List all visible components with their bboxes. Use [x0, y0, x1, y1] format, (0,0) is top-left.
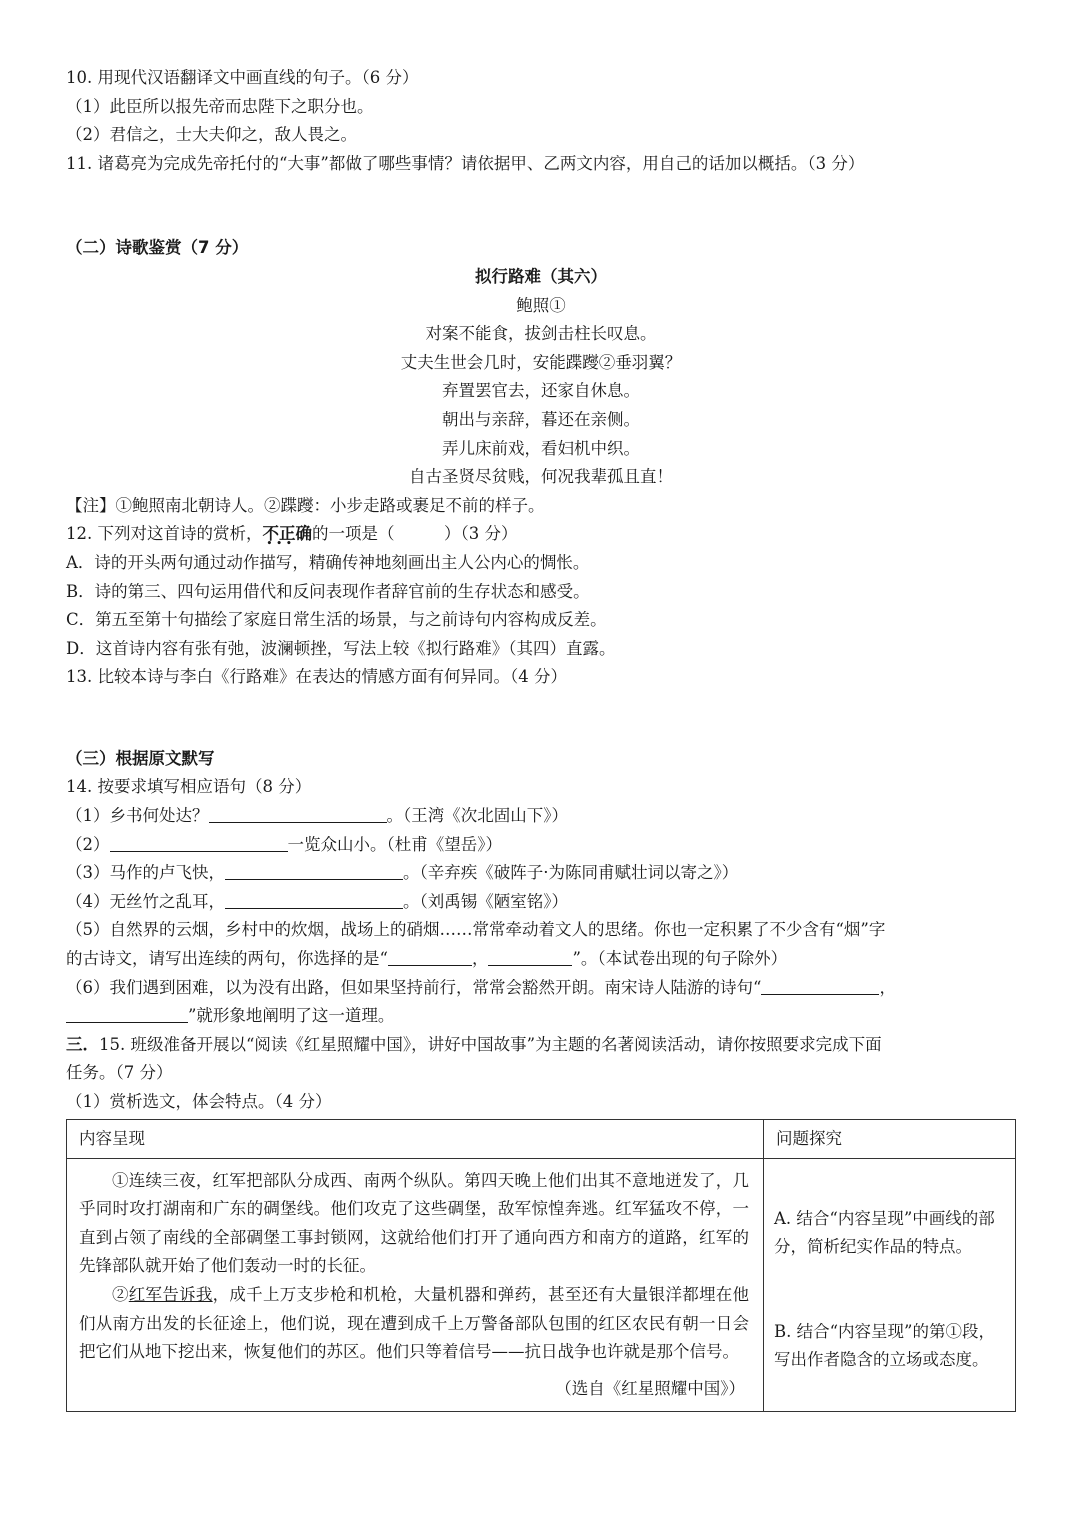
- q15-table: [66, 1119, 1016, 1413]
- poem-author: 鲍照①: [516, 295, 566, 315]
- answer-blank[interactable]: [761, 976, 879, 995]
- q14-item-3: [66, 859, 1016, 888]
- q12-option-c: C．第五至第十句描绘了家庭日常生活的场景，与之前诗句内容构成反差。: [66, 610, 607, 630]
- q14-item-4: [66, 888, 1016, 917]
- answer-blank[interactable]: [488, 947, 572, 966]
- poem-note: 【注】①鲍照南北朝诗人。②蹀躞：小步走路或裹足不前的样子。: [66, 495, 545, 515]
- paragraph-marker: ②: [112, 1284, 129, 1304]
- q12-stem: [66, 520, 1016, 549]
- table-header-question: 问题探究: [764, 1119, 1016, 1158]
- q12-emphasis: 不正确 •••: [263, 520, 313, 549]
- question-cell: [764, 1158, 1016, 1412]
- answer-blank[interactable]: [225, 861, 403, 880]
- q12-stem-pre: 12. 下列对这首诗的赏析，: [66, 524, 263, 544]
- q14-item-3-source: 。（辛弃疾《破阵子·为陈同甫赋壮词以寄之》）: [403, 863, 739, 883]
- q14-item-1: [66, 802, 1016, 831]
- underlined-phrase: 红军告诉我: [128, 1284, 213, 1304]
- q10-stem: 10. 用现代汉语翻译文中画直线的句子。（6 分）: [66, 68, 419, 87]
- q12-option-b: B．诗的第三、四句运用借代和反问表现作者辞官前的生存状态和感受。: [66, 581, 590, 601]
- question-a: A. 结合“内容呈现”中画线的部分，简析纪实作品的特点。: [774, 1208, 995, 1257]
- q14-item-6-text: （6）我们遇到困难，以为没有出路，但如果坚持前行，常常会豁然开朗。南宋诗人陆游的诗句“: [66, 977, 762, 997]
- q15-stem-cont: 任务。（7 分）: [66, 1063, 173, 1083]
- q14-item-6-comma: ，: [879, 977, 896, 997]
- poem-line: 丈夫生世会几时，安能蹀躞②垂羽翼？: [400, 352, 682, 372]
- q14-item-2-source: 一览众山小。（杜甫《望岳》）: [287, 834, 502, 854]
- q14-item-3-text: （3）马作的卢飞快，: [66, 863, 225, 883]
- poem-line: 弃置罢官去，还家自休息。: [442, 381, 640, 401]
- q14-item-5: （5）自然界的云烟，乡村中的炊烟，战场上的硝烟……常常牵动着文人的思绪。你也一定积累了不少含有“烟”字: [66, 920, 886, 940]
- excerpt-paragraph-2: [79, 1281, 749, 1367]
- answer-blank[interactable]: [388, 947, 472, 966]
- poem-line: 弄儿床前戏，看妇机中织。: [442, 438, 640, 458]
- excerpt-paragraph-1: ①连续三夜，红军把部队分成西、南两个纵队。第四天晚上他们出其不意地迸发了，几乎同时攻打湖南和广东的碉堡线。他们攻克了这些碉堡，敌军惊惶奔逃。红军猛攻不停，一直到占领了南线的全部碉堡工事封锁网，这就给他们打开了通向西方和南方的道路，红军的先锋部队就开始了他们轰动一时的长征。: [79, 1170, 749, 1276]
- paragraph-2-text: ，成千上万支步枪和机枪，大量机器和弹药，甚至还有大量银洋都埋在他们从南方出发的长征途上，他们说，现在遭到成千上万警备部队包围的红区农民有朝一日会把它们从地下挖出来，恢复他们的苏区。他们只等着信号——抗日战争也许就是那个信号。: [79, 1284, 750, 1362]
- q15-sub-1: （1）赏析选文，体会特点。（4 分）: [66, 1092, 332, 1111]
- q15-stem-text: 15. 班级准备开展以“阅读《红星照耀中国》，讲好中国故事”为主题的名著阅读活动，请你按照要求完成下面: [99, 1034, 882, 1054]
- q10-sentence-2: （2）君信之，士大夫仰之，敌人畏之。: [66, 125, 357, 145]
- q14-item-1-source: 。（王湾《次北固山下》）: [386, 806, 568, 826]
- answer-blank[interactable]: [209, 804, 387, 823]
- answer-blank[interactable]: [225, 890, 403, 909]
- section-number: 三．: [66, 1034, 99, 1054]
- q14-item-5-comma: ，: [471, 949, 489, 969]
- q13-stem: 13. 比较本诗与李白《行路难》在表达的情感方面有何异同。（4 分）: [66, 667, 567, 687]
- answer-blank[interactable]: [66, 1004, 188, 1023]
- q14-item-2: [66, 831, 1016, 860]
- q14-stem: 14. 按要求填写相应语句（8 分）: [66, 777, 312, 797]
- q12-stem-post: 的一项是（ ）（3 分）: [312, 524, 518, 544]
- q10-sentence-1: （1）此臣所以报先帝而忠陛下之职分也。: [66, 96, 374, 116]
- q14-item-6-tail: ”就形象地阐明了这一道理。: [188, 1006, 395, 1026]
- poem-line: 朝出与亲辞，暮还在亲侧。: [442, 409, 640, 429]
- q14-item-1-text: （1）乡书何处达？: [66, 806, 209, 826]
- q12-option-a: A．诗的开头两句通过动作描写，精确传神地刻画出主人公内心的惆怅。: [66, 552, 590, 572]
- q12-option-d: D．这首诗内容有张有弛，波澜顿挫，写法上较《拟行路难》（其四）直露。: [66, 638, 616, 658]
- q11-stem: 11. 诸葛亮为完成先帝托付的“大事”都做了哪些事情？请依据甲、乙两文内容，用自己的话加以概括。（3 分）: [66, 153, 865, 173]
- q14-item-6: [66, 974, 1016, 1003]
- table-row: [67, 1158, 1016, 1412]
- q14-item-5-cont: [66, 945, 1016, 974]
- poem-title: 拟行路难（其六）: [475, 266, 607, 286]
- q14-item-4-source: 。（刘禹锡《陋室铭》）: [403, 891, 568, 911]
- content-cell: [67, 1158, 764, 1412]
- question-b: B. 结合“内容呈现”的第①段，写出作者隐含的立场或态度。: [774, 1321, 995, 1370]
- poem-line: 对案不能食，拔剑击柱长叹息。: [425, 324, 657, 344]
- answer-blank[interactable]: [110, 833, 288, 852]
- section-dictation-heading: （三）根据原文默写: [66, 748, 215, 768]
- q15-stem: [66, 1031, 1016, 1060]
- q14-item-6-cont: [66, 1002, 1016, 1031]
- poem-line: 自古圣贤尽贫贱，何况我辈孤且直！: [409, 467, 673, 487]
- q14-item-2-text: （2）: [66, 834, 110, 854]
- exam-page: [66, 64, 1016, 1412]
- q14-item-4-text: （4）无丝竹之乱耳，: [66, 891, 225, 911]
- q14-item-5-note: ”。（本试卷出现的句子除外）: [572, 949, 788, 969]
- table-header-row: [67, 1119, 1016, 1158]
- q14-item-5-text: 的古诗文，请写出连续的两句，你选择的是“: [66, 949, 388, 969]
- table-header-content: 内容呈现: [67, 1119, 764, 1158]
- excerpt-source: （选自《红星照耀中国》）: [555, 1378, 745, 1398]
- section-poetry-heading: （二）诗歌鉴赏（7 分）: [66, 238, 249, 258]
